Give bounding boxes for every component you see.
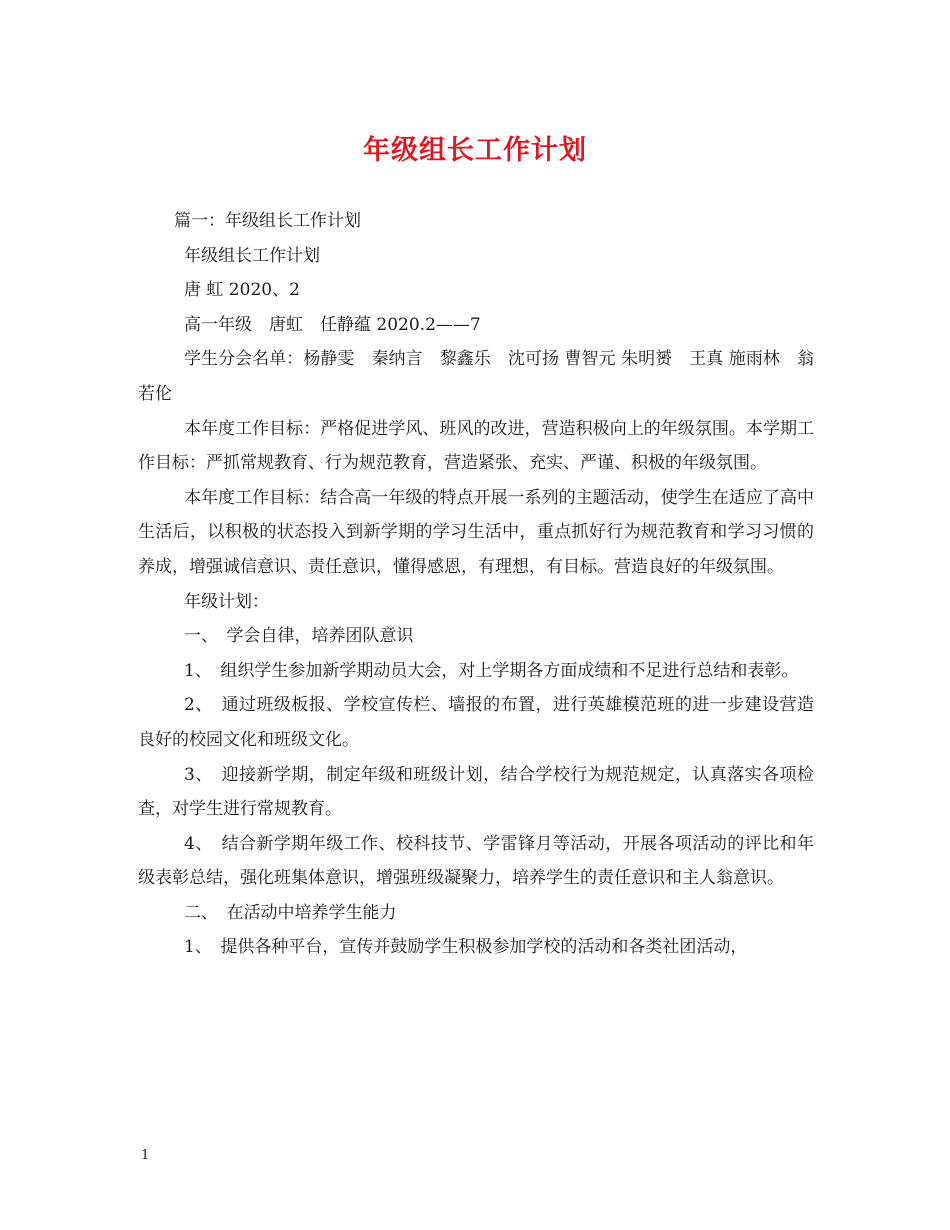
list-item-1: 1、 组织学生参加新学期动员大会，对上学期各方面成绩和不足进行总结和表彰。 — [184, 660, 799, 681]
paragraph-plan-title: 年级组长工作计划 — [184, 245, 320, 266]
paragraph-heading-part-one: 篇一：年级组长工作计划 — [174, 211, 361, 231]
page-number: 1 — [141, 1148, 150, 1163]
paragraph-author-date: 唐 虹 2020、2 — [184, 280, 300, 301]
document-title: 年级组长工作计划 — [363, 135, 587, 166]
section-heading-one: 一、 学会自律，培养团队意识 — [184, 626, 414, 647]
paragraph-grade-plan: 年级计划： — [184, 591, 269, 612]
list-item-5: 1、 提供各种平台，宣传并鼓励学生积极参加学校的活动和各类社团活动， — [184, 937, 748, 958]
paragraph-grade-leaders: 高一年级 唐虹 任静蕴 2020.2——7 — [184, 314, 481, 335]
list-item-2: 2、 通过班级板报、学校宣传栏、墙报的布置，进行英雄模范班的进一步建设营造良好的校园文化和班级文化。 — [138, 695, 814, 750]
document-body — [138, 204, 814, 965]
list-item-3: 3、 迎接新学期，制定年级和班级计划，结合学校行为规范规定，认真落实各项检查，对学生进行常规教育。 — [138, 764, 814, 820]
paragraph-goals-detail: 本年度工作目标：结合高一年级的特点开展一系列的主题活动，使学生在适应了高中生活后，以积极的状态投入到新学期的学习生活中，重点抓好行为规范教育和学习习惯的养成，增强诚信意识、责任意识，懂得感恩，有理想，有目标。营造良好的年级氛围。 — [138, 487, 814, 577]
section-heading-two: 二、 在活动中培养学生能力 — [184, 902, 397, 923]
list-item-4: 4、 结合新学期年级工作、校科技节、学雷锋月等活动，开展各项活动的评比和年级表彰总结，强化班集体意识，增强班级凝聚力，培养学生的责任意识和主人翁意识。 — [138, 833, 814, 889]
paragraph-goals-year: 本年度工作目标：严格促进学风、班风的改进，营造积极向上的年级氛围。本学期工作目标：严抓常规教育、行为规范教育，营造紧张、充实、严谨、积极的年级氛围。 — [138, 418, 814, 474]
paragraph-student-council: 学生分会名单：杨静雯 秦纳言 黎鑫乐 沈可扬 曹智元 朱明赟 王真 施雨林 翁若伦 — [138, 349, 814, 404]
